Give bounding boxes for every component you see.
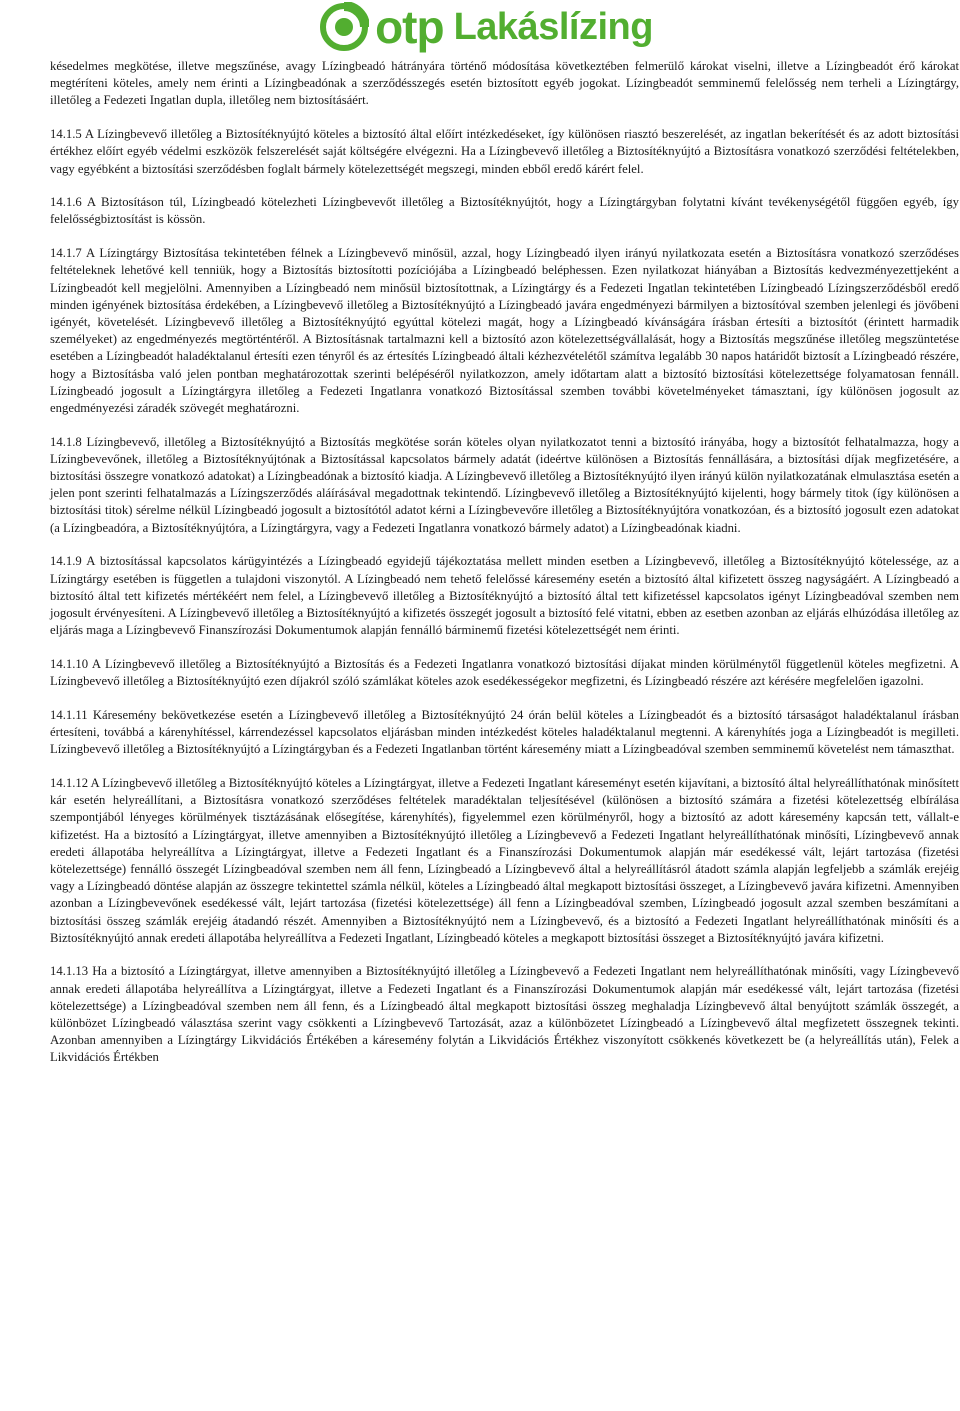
clause-14-1-5 <box>50 126 959 178</box>
clause-text: A Lízingbevevő illetőleg a Biztosítéknyújtó köteles a Lízingtárgyat, illetve a Fedezeti Ingatlant káreseményt esetén kijavítani, a biztosító által helyreállíthatónak minősített kár esetén helyreállítani, a Biztosításra vonatkozó szerződéses feltételek maradéktalan teljesítésével (különösen a biztosító számára a fizetési kötelezettség elbírálása szempontjából lényeges körülmények tisztázásának elősegítése, kárenyhítés), figyelemmel ezen körülményről, hogy a biztosító az adott káresemény kapcsán tett, vállalt-e kifizetést. Ha a biztosító a Lízingtárgyat, illetve amennyiben a Biztosítéknyújtó illetőleg a Lízingbevevő a Fedezeti Ingatlant helyreállíthatónak minősíti, Lízingbevevő annak eredeti állapotába helyreállítva a Lízingtárgyat, illetve a Fedezeti Ingatlant és a Finanszírozási Dokumentumok alapján már esedékessé vált, lejárt tartozása (fizetési kötelezettsége) fennálló összegét Lízingbeadóval szemben nem áll fenn, Lízingbeadó a Lízingbevevő által a helyreállításról átadott számla alapján legfeljebb a számlák erejéig vagy a Lízingbeadó döntése alapján az összegre tekintettel számla nélkül, köteles a Lízingbeadó által megkapott biztosítási összeget, a Lízingbevevő javára kifizetni. Amennyiben azonban a Lízingbevevőnek esedékessé vált, lejárt tartozása (fizetési kötelezettsége) áll fenn a Lízingbeadóval szemben, Lízingbeadó jogosult azzal szemben beszámítani a biztosítási összeg számlák erejéig átadandó részét. Amennyiben a Biztosítéknyújtó nem a Lízingbevevő, és a biztosító a Fedezeti Ingatlant helyreállíthatónak minősíti és a Biztosítéknyújtó annak eredeti állapotába helyreállítva a Fedezeti Ingatlant, Lízingbeadó köteles a megkapott biztosítási összeget a Biztosítéknyújtó javára kifizetni. <box>50 775 959 945</box>
clause-text: A Lízingtárgy Biztosítása tekintetében félnek a Lízingbevevő minősül, azzal, hogy Lízingbeadó ilyen irányú nyilatkozata esetén a Biztosításra vonatkozó szerződéses feltételeknek lehetővé kell tenniük, hogy a Biztosítás biztosítotti pozíciójába a Lízingbeadó beléphessen. Ezen nyilatkozat hiányában a Biztosítás kedvezményezettjeként a Lízingbeadót kell megjelölni. Amennyiben a Lízingbeadó nem minősül biztosítottnak, a Lízingtárgy és a Fedezeti Ingatlan tekintetében Lízingbeadó Lízingszerződésből eredő minden igényének biztosítása érdekében, a Lízingbevevő illetőleg a Biztosítéknyújtó a Lízingbeadó javára engedményezi bármilyen a biztosítóval szemben jelenlegi és jövőbeni igényét, követelését. Lízingbevevő illetőleg a Biztosítéknyújtó egyúttal kötelezi magát, hogy a Lízingbeadó kívánságára írásban értesíti a biztosítót (érintett harmadik személyeket) az engedményezés megtörténtéről. A Biztosításnak tartalmazni kell a biztosító azon kötelezettségvállalását, hogy a Biztosítás megszűnése illetőleg megszüntetése esetében a Lízingbeadót haladéktalanul értesíti ezen tényről és az értesítés Lízingbeadó általi kézhezvételétől számítva legalább 30 napos határidőt biztosít a Lízingbeadó részére, hogy a Biztosításba való jelen pontban meghatározottak szerinti belépéséről nyilatkozzon, amely időtartam alatt a biztosító biztosítási kötelezettsége folyamatosan fennáll. Lízingbeadó jogosult a Lízingtárgyra illetőleg a Fedezeti Ingatlanra vonatkozó Biztosítással szemben további követelményeket támasztani, így különösen jogosult az engedményezési záradék szövegét meghatározni. <box>50 246 959 415</box>
otp-logo <box>319 2 653 52</box>
clause-14-1-7 <box>50 245 959 417</box>
document-body <box>50 58 959 1083</box>
clause-14-1-10 <box>50 656 959 690</box>
clause-14-1-12 <box>50 775 959 947</box>
clause-number: 14.1.9 <box>50 554 82 569</box>
intro-paragraph: késedelmes megkötése, illetve megszűnése, avagy Lízingbeadó hátrányára történő módosítása következtében felmerülő károkat viselni, illetve a Lízingbeadót érő károkat megtéríteni köteles, amely nem érinti a Lízingbeadónak a szerződésszegés esetén biztosított egyéb jogokat. Lízingbeadót semminemű felelősség nem terheli a Lízingtárgy, illetőleg a Fedezeti Ingatlan dupla, illetőleg nem biztosításáért. <box>50 59 959 108</box>
brand-sub: Lakáslízing <box>453 6 653 48</box>
otp-circle-logo-icon <box>319 2 369 52</box>
clause-text: Ha a biztosító a Lízingtárgyat, illetve amennyiben a Biztosítéknyújtó illetőleg a Lízingbevevő a Fedezeti Ingatlant nem helyreállíthatónak minősíti, vagy Lízingbevevő annak eredeti állapotába helyreállítva a Lízingtárgyat, illetve a Fedezeti Ingatlant és a Finanszírozási Dokumentumok alapján már esedékessé vált, lejárt tartozása (fizetési kötelezettsége) a Lízingbeadóval szemben nem áll fenn, és a Lízingbeadó által megkapott biztosítási összeg meghaladja Lízingbevevő által benyújtott számlák összegét, a különbözet Lízingbeadó választása szerint vagy csökkenti a Lízingbevevő Tartozását, azaz a különbözetet Lízingbeadó a Lízingbevevő által megfizetett összegnek tekinti. Azonban amennyiben a Lízingtárgy Likvidációs Értékében a káresemény folytán a Likvidációs Értékhez viszonyított csökkenés következett be (a helyreállítás után), Felek a Likvidációs Értékben <box>50 964 959 1065</box>
clause-number: 14.1.8 <box>50 434 82 449</box>
clause-text: A Biztosításon túl, Lízingbeadó kötelezheti Lízingbevevőt illetőleg a Biztosítéknyújtót, hogy a Lízingtárgyban folytatni kívánt tevékenységétől függően egyéb, így felelősségbiztosítást is kössön. <box>50 195 959 227</box>
clause-text: A Lízingbevevő illetőleg a Biztosítéknyújtó a Biztosítás és a Fedezeti Ingatlanra vonatkozó biztosítási díjakat minden körülménytől függetlenül köteles megfizetni. A Lízingbevevő illetőleg a Biztosítéknyújtó ezen díjakról szóló számlákat köteles azok esedékességekor megfizetni, és Lízingbeadó részére azt kérésére megfelelően igazolni. <box>50 656 959 689</box>
clause-14-1-13 <box>50 963 959 1066</box>
header <box>0 0 960 58</box>
clause-text: Lízingbevevő, illetőleg a Biztosítéknyújtó a Biztosítás megkötése során köteles olyan nyilatkozatot tenni a biztosító irányába, hogy a biztosítót felhatalmazza, hogy a Lízingbevevőnek, illetőleg a Biztosítéknyújtónak a Biztosítással kapcsolatos bármely adatát (ideértve különösen a Biztosítás fennállására, a biztosítási díjak megfizetésére, a biztosítási összegre vonatkozó adatokat) a Lízingbeadónak a biztosító kiadja. A Lízingbevevő illetőleg a Biztosítéknyújtó ilyen irányú külön nyilatkozatának elmulasztása esetén a jelen pont szerinti felhatalmazás a Lízingszerződés aláírásával megadottnak tekintendő. Lízingbevevő illetőleg a Biztosítéknyújtó kijelenti, hogy bármely titok (így különösen a biztosítási titok) sérelme nélkül Lízingbeadó jogosult a biztosítótól adatot kérni a Lízingbevevőre illetőleg a Biztosítéknyújtóra vonatkozóan, és a biztosító jogosult ezen adatokat (a Lízingbeadóra, a Biztosítéknyújtóra, a Lízingtárgyra, vagy a Fedezeti Ingatlanra vonatkozó bármely adatot) a Lízingbeadónak kiadni. <box>50 434 960 535</box>
clause-number: 14.1.10 <box>50 656 89 671</box>
clause-number: 14.1.6 <box>50 195 82 210</box>
clause-number: 14.1.5 <box>50 127 82 142</box>
clause-text: A Lízingbevevő illetőleg a Biztosítéknyújtó köteles a biztosító által előírt intézkedéseket, így különösen riasztó beszerelését, az ingatlan bekerítését és az adott biztosítási értékhez előírt egyéb védelmi eszközök felszerelését saját költségére elvégezni. Ha a Lízingbevevő illetőleg a Biztosítéknyújtó a Biztosításra vonatkozó szerződési feltételekben, vagy egyébként a biztosítási szerződésben foglalt bármely kötelezettségét megszegi, minden ebből eredő kárért felel. <box>50 127 959 176</box>
clause-14-1-11 <box>50 707 959 759</box>
clause-14-1-9 <box>50 553 959 639</box>
clause-number: 14.1.11 <box>50 707 88 722</box>
clause-number: 14.1.12 <box>50 775 89 790</box>
clause-number: 14.1.7 <box>50 246 82 261</box>
clause-text: Káresemény bekövetkezése esetén a Lízingbevevő illetőleg a Biztosítéknyújtó 24 órán belül köteles a Lízingbeadót és a biztosító társaságot haladéktalanul írásban értesíteni, továbbá a kárenyhítéssel, kárrendezéssel kapcsolatos eljárásban minden intézkedést köteles haladéktalanul megtenni. A kárenyhítés joga a Lízingbeadót is megilleti. Lízingbevevő illetőleg a Biztosítéknyújtó a Lízingtárgyban és a Fedezeti Ingatlanban történt káresemény miatt a Lízingbeadóval szemben semminemű követelést nem támaszthat. <box>50 707 959 757</box>
clause-14-1-8 <box>50 434 959 537</box>
clause-text: A biztosítással kapcsolatos kárügyintézés a Lízingbeadó egyidejű tájékoztatása mellett minden esetben a Lízingbevevő, illetőleg a Biztosítéknyújtó kötelessége, az a Lízingtárgy esetében is független a tulajdoni viszonytól. A Lízingbeadó nem tehető felelőssé káresemény esetén a biztosító által kifizetett összeg nagyságáért. A Lízingbeadó a biztosító által tett kifizetés mértékéért nem felel, a Lízingbevevő illetőleg a Biztosítéknyújtó a biztosító által tett kifizetéssel kapcsolatos igényt Lízingbeadóval szemben nem jogosult érvényesíteni. A Lízingbevevő illetőleg a Biztosítéknyújtó a kifizetés összegét jogosult a biztosító felé vitatni, ebben az esetben azonban az eljárás elhúzódása illetőleg az eljárás maga a Lízingbevevő Finanszírozási Dokumentumok alapján fennálló bárminemű fizetési kötelezettségét nem érinti. <box>50 554 959 638</box>
clause-number: 14.1.13 <box>50 964 89 979</box>
brand-name: otp <box>375 1 444 53</box>
clause-14-1-6 <box>50 194 959 228</box>
